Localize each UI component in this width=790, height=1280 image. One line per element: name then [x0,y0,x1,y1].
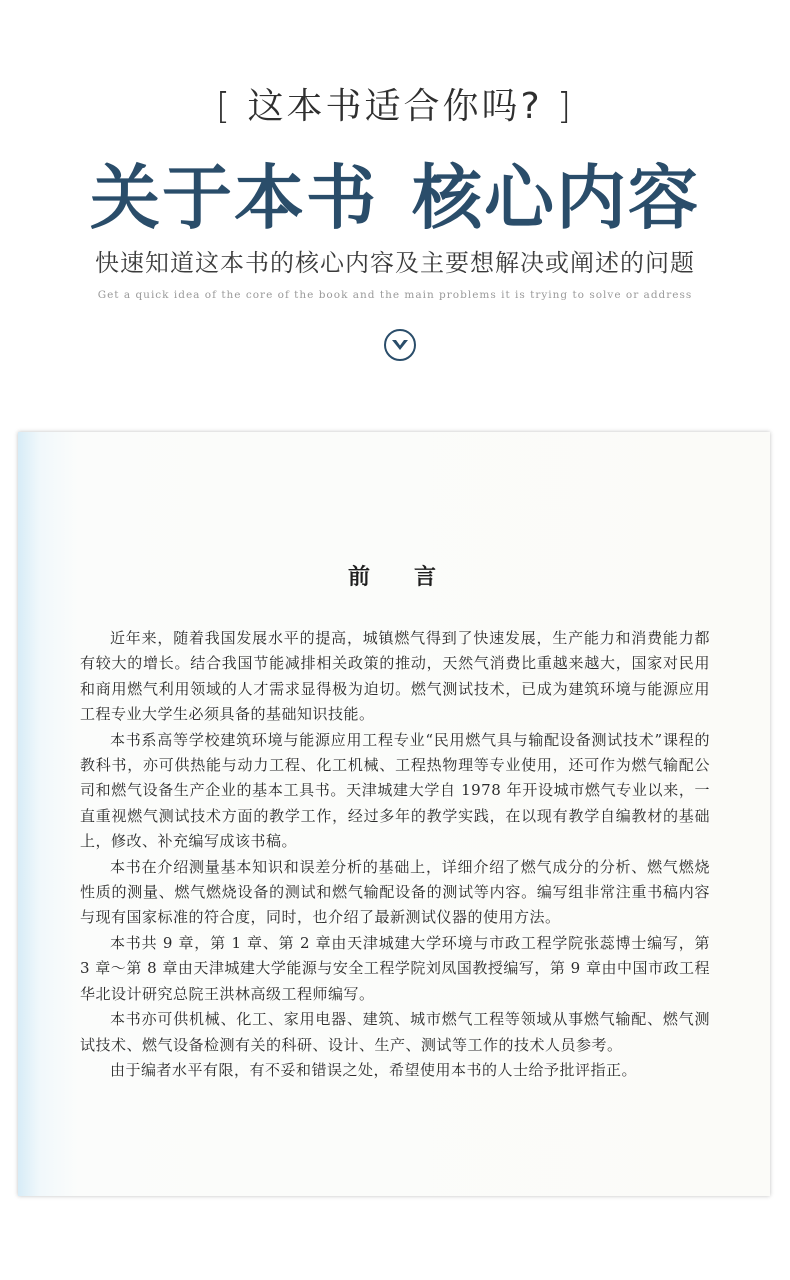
preface-title-left: 前 [347,564,374,590]
scroll-down-button[interactable] [384,329,416,361]
preface-title-right: 言 [414,564,441,590]
preface-title [18,560,770,591]
tagline-text: 这本书适合你吗? [247,86,543,127]
headline [0,142,790,243]
tagline-close-bracket: ] [557,86,575,127]
subtitle: 快速知道这本书的核心内容及主要想解决或阐述的问题 [95,249,695,277]
preface-paragraph: 本书系高等学校建筑环境与能源应用工程专业“民用燃气具与输配设备测试技术”课程的教科书，亦可供热能与动力工程、化工机械、工程热物理等专业使用，还可作为燃气输配公司和燃气设备生产企业的基本工具书。天津城建大学自 1978 年开设城市燃气专业以来，一直重视燃气测试技术方面的教学工作，经过多年的教学实践，在以现有教学自编教材的基础上，修改、补充编写成该书稿。 [80,730,710,851]
tagline-open-bracket: [ [215,86,233,127]
preface-page-scan [18,432,770,1196]
subtitle-english: Get a quick idea of the core of the book and the main problems it is trying to solve or address [97,289,693,301]
tagline [0,78,790,129]
chevron-down-icon [391,338,409,352]
preface-paragraph: 近年来，随着我国发展水平的提高，城镇燃气得到了快速发展，生产能力和消费能力都有较大的增长。结合我国节能减排相关政策的推动，天然气消费比重越来越大，国家对民用和商用燃气利用领域的人才需求显得极为迫切。燃气测试技术，已成为建筑环境与能源应用工程专业大学生必须具备的基础知识技能。 [80,629,710,724]
preface-paragraph: 本书共 9 章，第 1 章、第 2 章由天津城建大学环境与市政工程学院张蕊博士编写，第 3 章～第 8 章由天津城建大学能源与安全工程学院刘凤国教授编写，第 9 章由中国市政工程华北设计研究总院王洪林高级工程师编写。 [80,933,710,1003]
preface-body [80,626,710,1083]
headline-left: 关于本书 [90,156,378,239]
headline-right: 核心内容 [412,156,700,239]
book-intro-header [0,0,790,420]
preface-paragraph: 由于编者水平有限，有不妥和错误之处，希望使用本书的人士给予批评指正。 [110,1060,638,1079]
preface-paragraph: 本书亦可供机械、化工、家用电器、建筑、城市燃气工程等领域从事燃气输配、燃气测试技术、燃气设备检测有关的科研、设计、生产、测试等工作的技术人员参考。 [80,1010,710,1054]
preface-paragraph: 本书在介绍测量基本知识和误差分析的基础上，详细介绍了燃气成分的分析、燃气燃烧性质的测量、燃气燃烧设备的测试和燃气输配设备的测试等内容。编写组非常注重书稿内容与现有国家标准的符合度，同时，也介绍了最新测试仪器的使用方法。 [80,857,710,927]
